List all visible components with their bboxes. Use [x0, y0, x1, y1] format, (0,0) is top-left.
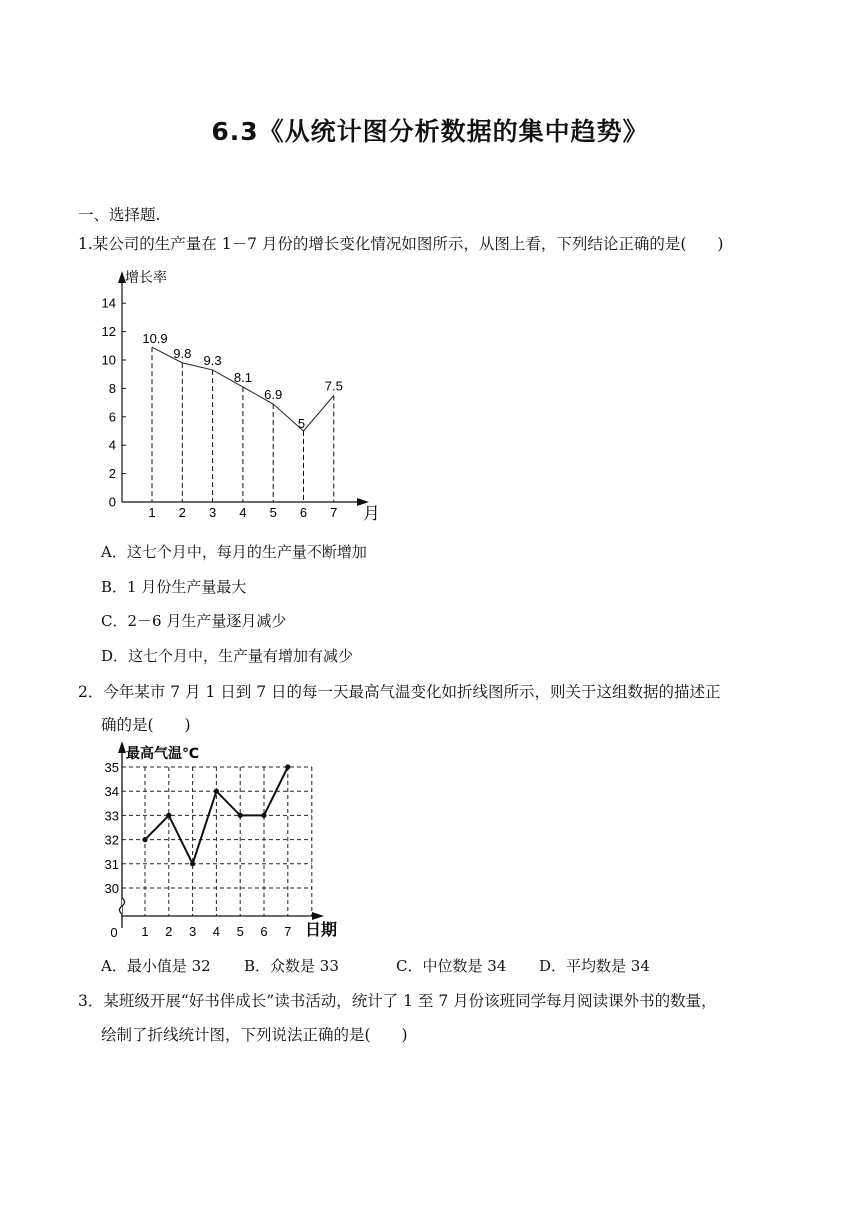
y-tick-label: 32	[104, 832, 119, 848]
data-point	[285, 764, 290, 769]
y-axis-arrow	[118, 741, 126, 753]
page-title: 6.3《从统计图分析数据的集中趋势》	[211, 117, 649, 146]
y-tick-label: 4	[108, 437, 116, 453]
x-axis-label: 月	[363, 504, 380, 523]
x-tick-label: 3	[188, 924, 197, 939]
q1-option-b[interactable]: B．1 月份生产量最大	[101, 578, 247, 596]
section-heading: 一、选择题.	[78, 206, 161, 224]
q1-option-c[interactable]: C．2－6 月生产量逐月减少	[101, 612, 287, 630]
data-label: 8.1	[233, 369, 252, 385]
y-tick-label: 35	[104, 760, 119, 775]
y-tick-label: 14	[101, 295, 116, 311]
x-tick-label: 6	[299, 505, 308, 520]
data-point	[261, 813, 266, 818]
data-point	[238, 813, 243, 818]
x-tick-label: 4	[239, 505, 247, 520]
x-tick-label: 5	[236, 924, 244, 939]
q2-option-a[interactable]: A．最小值是 32	[101, 957, 211, 975]
y-tick-label: 6	[108, 409, 116, 425]
y-axis-label: 增长率	[125, 269, 167, 285]
y-tick-label: 8	[108, 380, 116, 396]
x-axis-arrow	[312, 912, 324, 920]
x-axis-label: 日期	[305, 922, 338, 939]
data-label: 9.8	[173, 345, 192, 361]
q2-stem-line1: 2．今年某市 7 月 1 日到 7 日的每一天最高气温变化如折线图所示，则关于这组数据的描述正	[78, 683, 721, 701]
y-tick-label: 30	[104, 881, 119, 896]
q2-temperature-chart	[95, 738, 355, 948]
y-tick-label: 31	[104, 856, 119, 872]
data-point	[190, 861, 195, 866]
axis-break-symbol	[120, 898, 125, 914]
data-label: 7.5	[324, 378, 343, 394]
data-point	[166, 813, 171, 818]
y-tick-label: 34	[104, 784, 119, 800]
y-axis-label: 最高气温℃	[126, 745, 199, 761]
y-tick-label: 10	[101, 352, 116, 368]
q1-option-a[interactable]: A．这七个月中，每月的生产量不断增加	[101, 543, 367, 561]
q3-stem-line1: 3．某班级开展“好书伴成长”读书活动，统计了 1 至 7 月份该班同学每月阅读课外书的数量，	[78, 992, 717, 1010]
q1-stem: 1.某公司的生产量在 1－7 月份的增长变化情况如图所示，从图上看，下列结论正确的是( )	[78, 235, 724, 253]
x-tick-label: 1	[141, 924, 149, 939]
x-tick-label: 7	[284, 924, 292, 939]
x-tick-label: 2	[178, 505, 186, 520]
q2-option-b[interactable]: B．众数是 33	[244, 957, 339, 975]
data-label: 10.9	[142, 331, 168, 347]
y-tick-label: 2	[108, 466, 116, 482]
q2-stem-line2: 确的是( )	[101, 716, 191, 734]
q1-growth-chart	[95, 265, 395, 530]
origin-label: 0	[110, 925, 118, 940]
data-label: 5	[297, 416, 306, 431]
x-tick-label: 1	[148, 505, 156, 520]
x-tick-label: 7	[330, 505, 338, 520]
q1-option-d[interactable]: D．这七个月中，生产量有增加有减少	[101, 647, 354, 665]
x-tick-label: 4	[212, 924, 221, 939]
y-tick-label: 12	[101, 324, 116, 340]
x-tick-label: 3	[208, 505, 217, 520]
x-tick-label: 2	[165, 924, 173, 939]
x-tick-label: 5	[269, 505, 277, 520]
y-tick-label: 33	[104, 808, 119, 824]
y-tick-label: 0	[108, 494, 116, 510]
data-point	[214, 789, 219, 794]
q2-option-c[interactable]: C．中位数是 34	[396, 957, 507, 975]
data-label: 6.9	[264, 387, 283, 403]
x-tick-label: 6	[260, 924, 268, 939]
q3-stem-line2: 绘制了折线统计图，下列说法正确的是( )	[101, 1026, 408, 1044]
q2-option-d[interactable]: D．平均数是 34	[539, 957, 650, 975]
data-point	[142, 837, 147, 842]
data-label: 9.3	[203, 352, 222, 368]
